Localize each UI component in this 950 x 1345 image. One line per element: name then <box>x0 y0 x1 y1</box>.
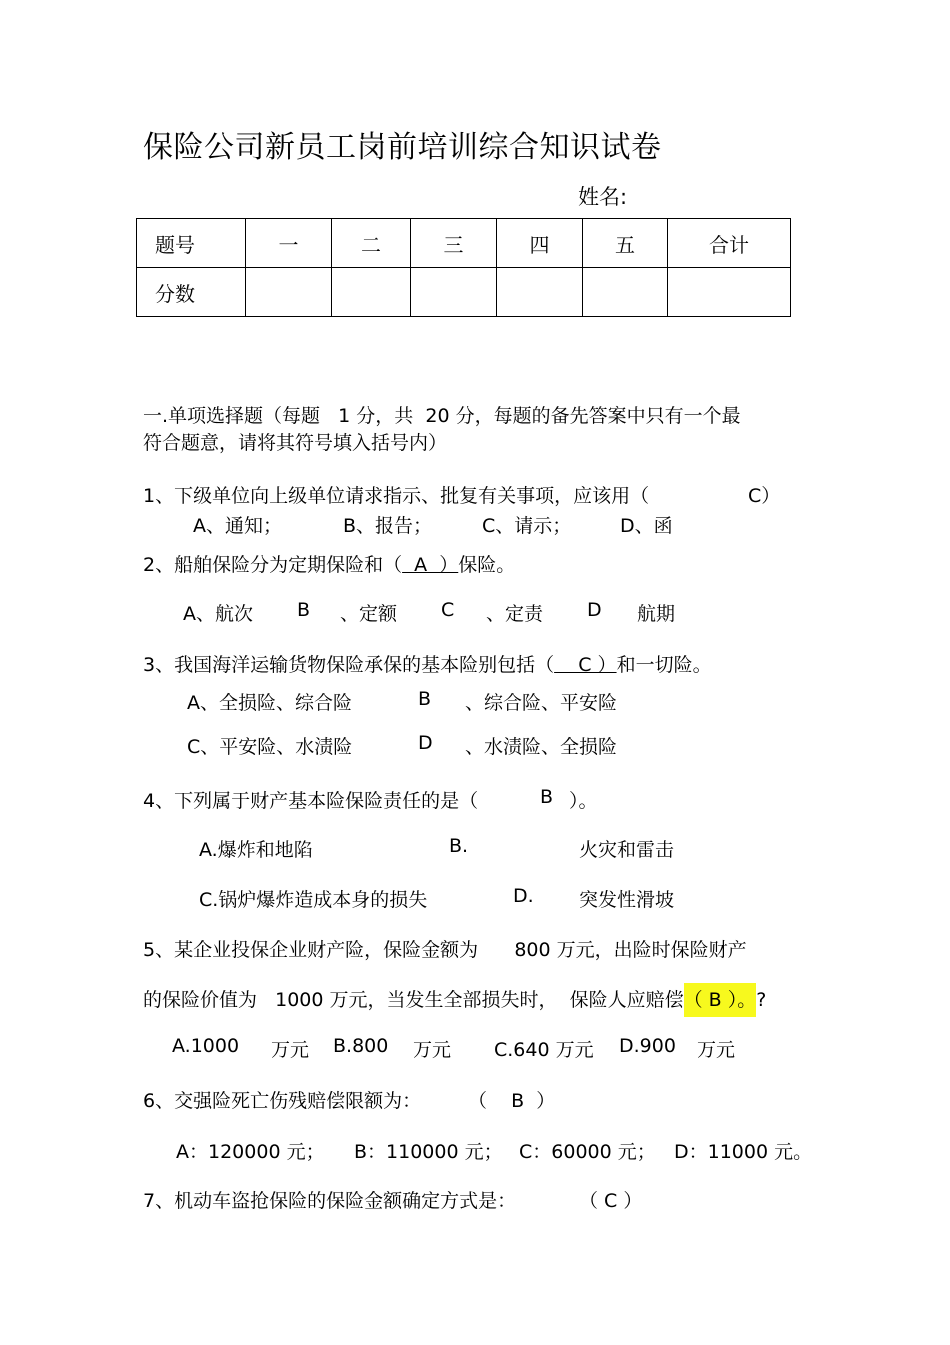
option: C：60000 元； <box>519 1141 656 1163</box>
score-cell <box>583 268 668 317</box>
option: C、平安险、水渍险 <box>187 736 353 758</box>
option: B <box>297 599 311 621</box>
section-heading-line1: 一.单项选择题（每题 1 分，共 20 分，每题的备先答案中只有一个最 <box>143 405 741 427</box>
question-4-tail: ）。 <box>569 790 598 812</box>
question-5-line2 <box>143 985 766 1012</box>
option: A.1000 <box>172 1035 240 1057</box>
table-cell: 三 <box>411 219 497 268</box>
question-7-answer: （ C ） <box>579 1190 643 1212</box>
table-cell: 四 <box>497 219 583 268</box>
option: D. <box>513 885 534 907</box>
question-6-answer: （ B ） <box>468 1090 556 1112</box>
option: 突发性滑坡 <box>579 889 675 911</box>
question-3-answer: C ） <box>554 654 617 676</box>
page-title: 保险公司新员工岗前培训综合知识试卷 <box>143 130 662 165</box>
option: D <box>418 732 433 754</box>
question-2 <box>143 550 515 577</box>
option: 、定额 <box>340 603 398 625</box>
option: C.640 万元 <box>494 1039 594 1061</box>
score-cell <box>497 268 583 317</box>
question-3 <box>143 650 712 677</box>
option: 、综合险、平安险 <box>465 692 618 714</box>
option: 、水渍险、全损险 <box>465 736 618 758</box>
option: D.900 <box>619 1035 676 1057</box>
score-cell <box>411 268 497 317</box>
option: C.锅炉爆炸造成本身的损失 <box>199 889 428 911</box>
question-5-tail: ? <box>756 989 767 1011</box>
table-cell: 一 <box>246 219 332 268</box>
question-1-answer: C） <box>748 485 781 507</box>
question-7: 7、机动车盗抢保险的保险金额确定方式是： <box>143 1190 517 1212</box>
question-2-text: 2、船舶保险分为定期保险和（ <box>143 554 403 576</box>
question-5-line1: 5、某企业投保企业财产险，保险金额为 800 万元，出险时保险财产 <box>143 939 747 961</box>
option: B. <box>449 835 469 857</box>
option: A、航次 <box>183 603 253 625</box>
name-label: 姓名: <box>578 185 628 209</box>
question-4: 4、下列属于财产基本险保险责任的是（ <box>143 790 479 812</box>
table-cell: 五 <box>583 219 668 268</box>
option: B：110000 元； <box>354 1141 503 1163</box>
question-1: 1、下级单位向上级单位请求指示、批复有关事项，应该用（ <box>143 485 650 507</box>
question-5-answer: （ B ）。 <box>684 983 757 1017</box>
option: A、通知； <box>193 515 282 537</box>
option: 火灾和雷击 <box>579 839 675 861</box>
score-table <box>136 218 791 317</box>
question-4-answer: B <box>540 786 554 808</box>
option: B、报告； <box>343 515 433 537</box>
option: D、函 <box>620 515 673 537</box>
option: 万元 <box>271 1039 310 1061</box>
table-cell: 二 <box>332 219 411 268</box>
section-heading-line2: 符合题意，请将其符号填入括号内） <box>143 432 448 454</box>
option: 万元 <box>413 1039 452 1061</box>
option: C <box>441 599 455 621</box>
question-2-tail: 保险。 <box>458 554 516 576</box>
question-2-answer: A ） <box>402 554 459 576</box>
table-row <box>137 268 791 317</box>
option: D <box>587 599 602 621</box>
option: B.800 <box>333 1035 389 1057</box>
table-row <box>137 219 791 268</box>
question-5-text: 的保险价值为 1000 万元，当发生全部损失时， 保险人应赔偿 <box>143 989 684 1011</box>
score-cell <box>246 268 332 317</box>
option: 万元 <box>697 1039 736 1061</box>
score-cell <box>332 268 411 317</box>
table-cell: 分数 <box>137 268 246 317</box>
option: B <box>418 688 432 710</box>
option: 、定责 <box>486 603 544 625</box>
score-cell <box>668 268 791 317</box>
option: C、请示； <box>482 515 572 537</box>
option: A.爆炸和地陷 <box>199 839 313 861</box>
question-3-text: 3、我国海洋运输货物保险承保的基本险别包括（ <box>143 654 555 676</box>
option: A：120000 元； <box>176 1141 325 1163</box>
option: D：11000 元。 <box>674 1141 813 1163</box>
table-cell: 题号 <box>137 219 246 268</box>
question-6: 6、交强险死亡伤残赔偿限额为： <box>143 1090 422 1112</box>
option: 航期 <box>637 603 676 625</box>
option: A、全损险、综合险 <box>187 692 352 714</box>
table-cell: 合计 <box>668 219 791 268</box>
question-3-tail: 和一切险。 <box>616 654 712 676</box>
